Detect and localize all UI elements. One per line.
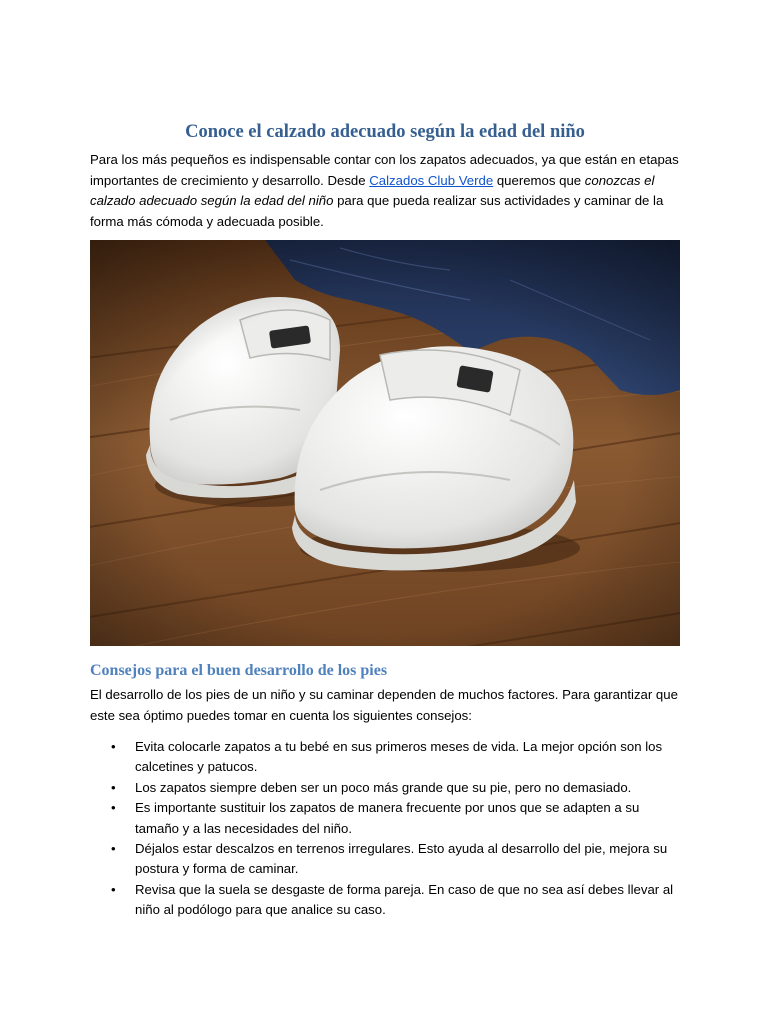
baby-shoes-photo [90, 240, 680, 646]
tips-list [111, 737, 686, 921]
tip-text: Es importante sustituir los zapatos de manera frecuente por unos que se adapten a su tamaño y a las necesidades del niño. [135, 800, 640, 836]
tip-item [111, 839, 686, 880]
bullet-icon: • [111, 841, 116, 857]
intro-text-2: queremos que [493, 172, 585, 188]
tip-item [111, 737, 686, 778]
section-intro: El desarrollo de los pies de un niño y su caminar dependen de muchos factores. Para garantizar que este sea óptimo puedes tomar en cuenta los siguientes consejos: [90, 687, 678, 723]
calzados-club-verde-link[interactable]: Calzados Club Verde [369, 172, 494, 188]
tip-item [111, 880, 686, 921]
tip-item [111, 798, 686, 839]
page-title: Conoce el calzado adecuado según la edad del niño [185, 122, 585, 142]
bullet-icon: • [111, 779, 116, 795]
intro-paragraph [90, 150, 685, 232]
bullet-icon: • [111, 739, 116, 754]
tip-text: Revisa que la suela se desgaste de forma pareja. En caso de que no sea así debes llevar al niño al podólogo para que analice su caso. [135, 881, 674, 918]
bullet-icon: • [111, 881, 116, 897]
section-heading: Consejos para el buen desarrollo de los pies [90, 662, 388, 679]
bullet-icon: • [111, 800, 116, 816]
intro-text-1: Para los más pequeños es indispensable contar con los zapatos adecuados, ya que están en etapas importantes de crecimiento y desarrollo. Desde [90, 152, 679, 188]
tip-text: Los zapatos siempre deben ser un poco más grande que su pie, pero no demasiado. [135, 779, 632, 795]
intro-text-3: para que pueda realizar sus actividades y caminar de la forma más cómoda y adecuada posible. [90, 193, 664, 229]
intro-emphasis: conozcas el calzado adecuado según la edad del niño [90, 172, 655, 209]
tip-text: Déjalos estar descalzos en terrenos irregulares. Esto ayuda al desarrollo del pie, mejora su postura y forma de caminar. [135, 841, 668, 877]
tip-item [111, 778, 686, 798]
tip-text: Evita colocarle zapatos a tu bebé en sus primeros meses de vida. La mejor opción son los calcetines y patucos. [135, 739, 663, 775]
